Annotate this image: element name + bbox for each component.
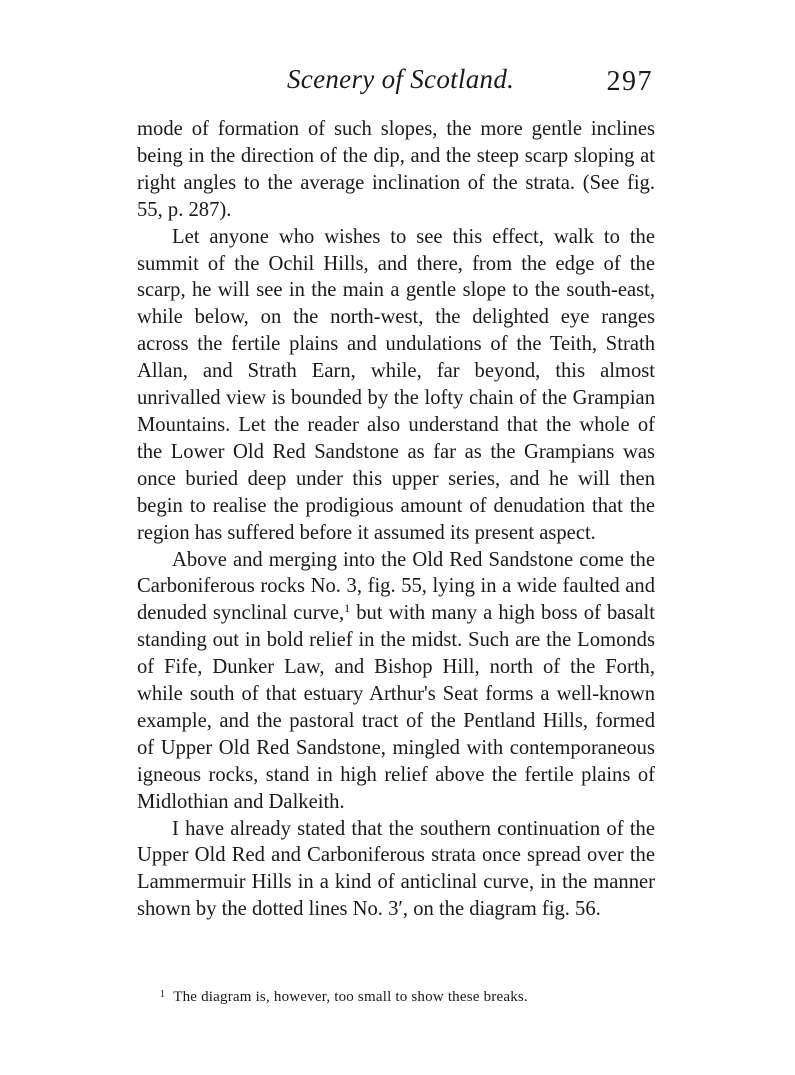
paragraph-carboniferous-text-b: but with many a high boss of basalt standing out in bold relief in the midst. Such are the Lomonds of Fife, Dunker Law, and Bishop Hill, north of the Forth, while south of that estuary Arthur's Seat forms a well-known example, and the pastoral tract of the Pentland Hills, formed of Upper Old Red Sandstone, mingled with contemporaneous igneous rocks, stand in high relief above the fertile plains of Midlothian and Dalkeith. [137,602,656,813]
paragraph-lammermuir: I have already stated that the southern continuation of the Upper Old Red and Carboniferous strata once spread over the Lammermuir Hills in a kind of anticlinal curve, in the manner shown by the dotted lines No. 3′, on the diagram fig. 56. [137,817,655,921]
footnote-text: The diagram is, however, too small to show these breaks. [173,989,528,1005]
footnote-reference: 1 [344,601,351,616]
paragraph-carboniferous [137,547,655,816]
running-head [137,64,657,104]
footnote-marker: 1 [160,989,166,1000]
paragraph-continuation: mode of formation of such slopes, the more gentle inclines being in the direction of the dip, and the steep scarp sloping at right angles to the average inclination of the strata. (See fig. 55, p. 287). [137,118,655,221]
page-number: 297 [606,66,653,97]
paragraph-ochil-hills: Let anyone who wishes to see this effect, walk to the summit of the Ochil Hills, and there, from the edge of the scarp, he will see in the main a gentle slope to the south-east, while below, on the north-west, the delighted eye ranges across the fertile plains and undulations of the Teith, Strath Allan, and Strath Earn, while, far beyond, this almost unrivalled view is bounded by the lofty chain of the Grampian Mountains. Let the reader also understand that the whole of the Lower Old Red Sandstone as far as the Grampians was once buried deep under this upper series, and he will then begin to realise the prodigious amount of denudation that the region has suffered before it assumed its present aspect. [137,225,655,544]
running-title: Scenery of Scotland. [287,64,515,94]
body-text [137,116,655,923]
paragraph-carboniferous-text-a: Above and merging into the Old Red Sandstone come the Carboniferous rocks No. 3, fig. 55, lying in a wide faulted and denuded synclinal curve, [137,548,655,625]
footnote [160,985,660,1007]
